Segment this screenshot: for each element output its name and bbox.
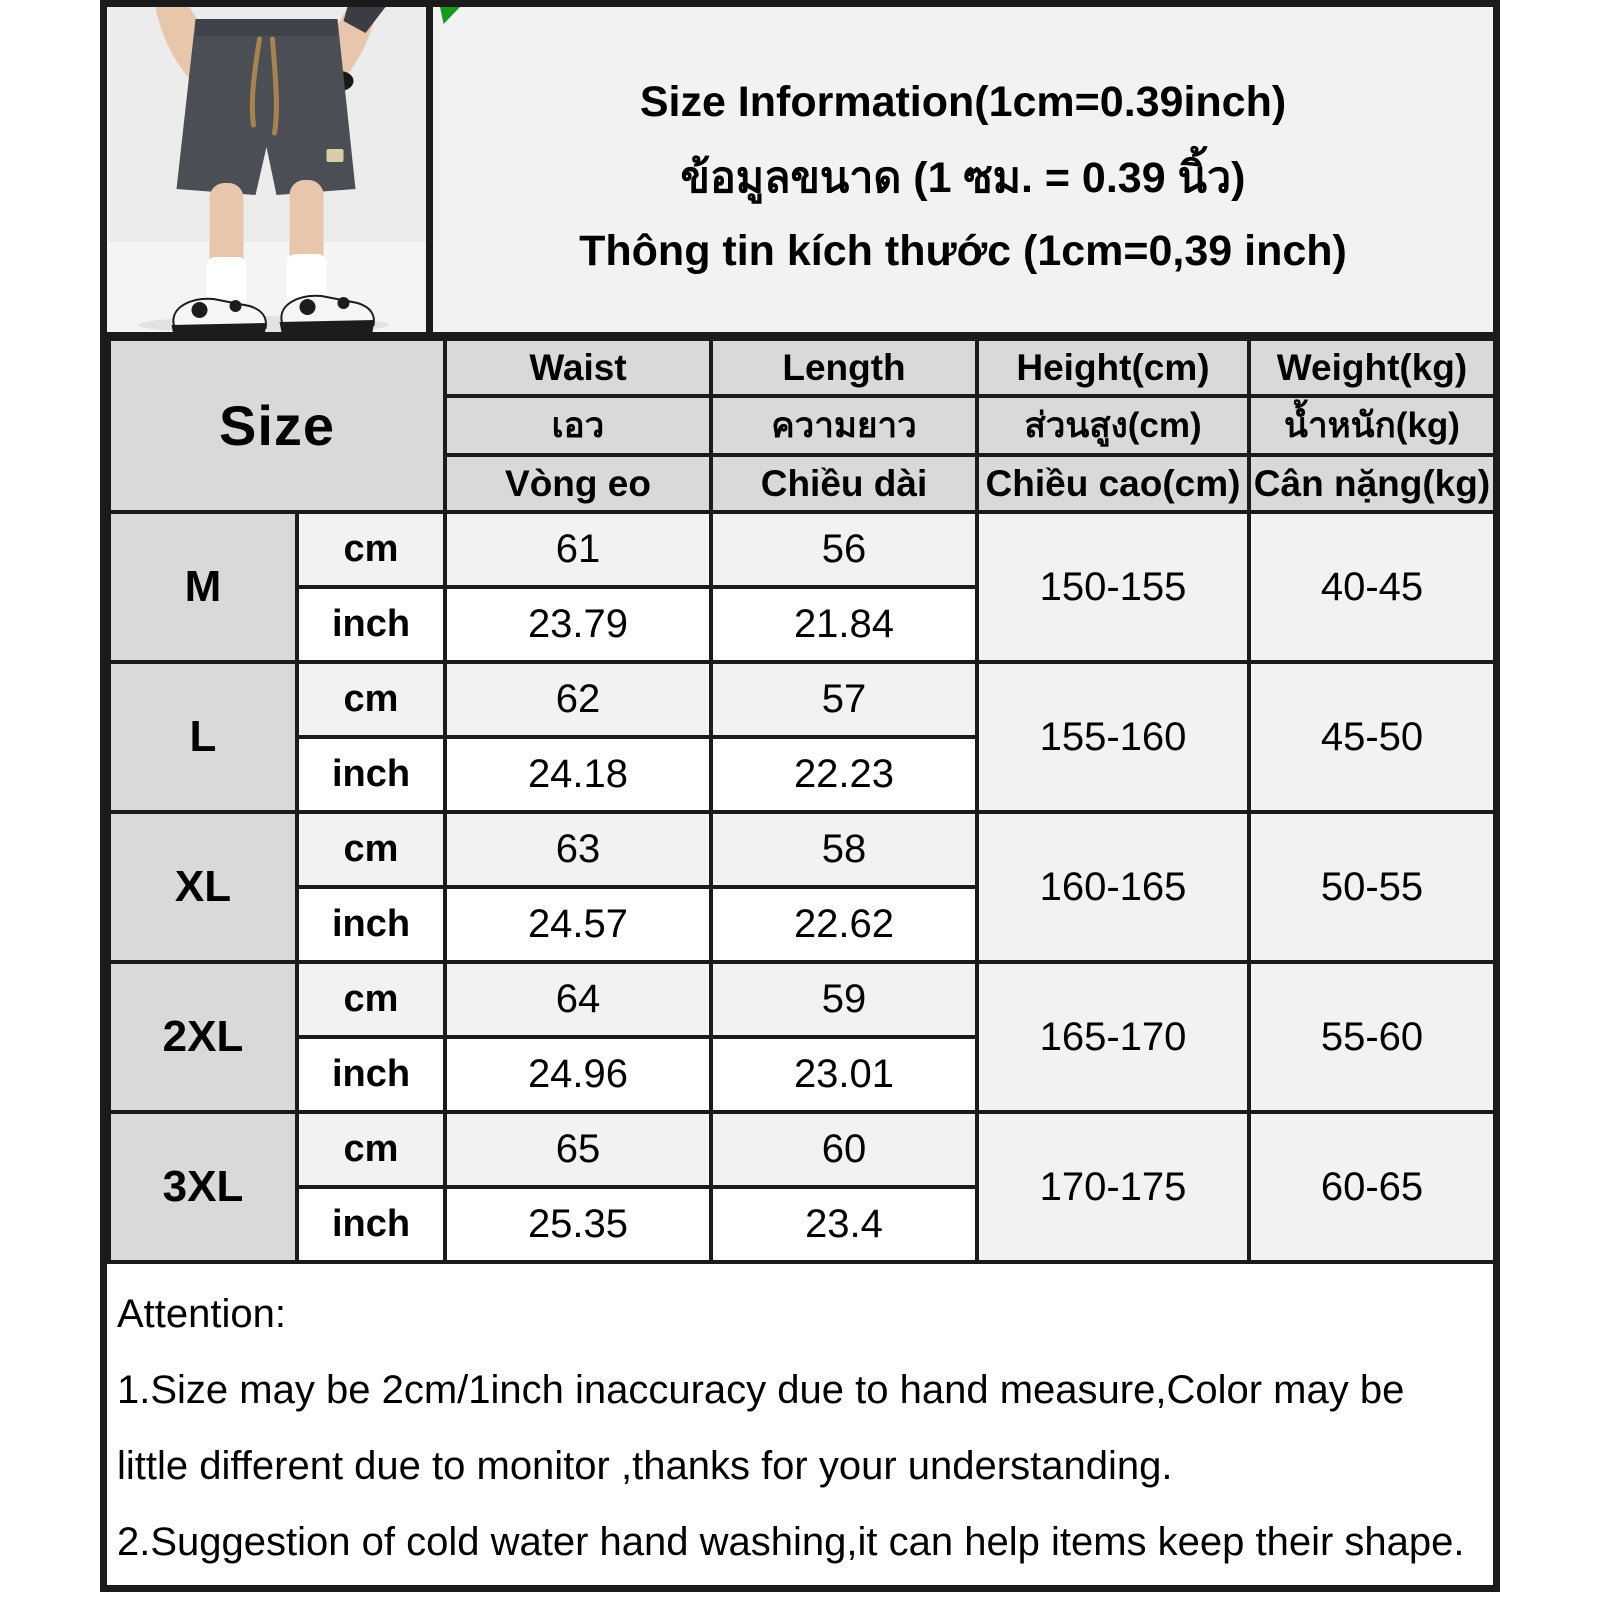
size-row-cm bbox=[109, 1112, 1495, 1187]
weight-range-value: 45-50 bbox=[1249, 662, 1495, 812]
size-table-body bbox=[109, 512, 1495, 1262]
length-inch-value: 23.4 bbox=[711, 1187, 977, 1262]
unit-inch-label: inch bbox=[297, 1037, 445, 1112]
waist-inch-value: 25.35 bbox=[445, 1187, 711, 1262]
height-range-value: 150-155 bbox=[977, 512, 1249, 662]
col-header-length-th: ความยาว bbox=[711, 396, 977, 455]
size-cell: 3XL bbox=[109, 1112, 297, 1262]
unit-inch-label: inch bbox=[297, 887, 445, 962]
weight-range-value: 55-60 bbox=[1249, 962, 1495, 1112]
weight-range-value: 40-45 bbox=[1249, 512, 1495, 662]
title-english: Size Information(1cm=0.39inch) bbox=[639, 77, 1287, 126]
waist-cm-value: 65 bbox=[445, 1112, 711, 1187]
waist-inch-value: 23.79 bbox=[445, 587, 711, 662]
length-cm-value: 60 bbox=[711, 1112, 977, 1187]
waist-cm-value: 61 bbox=[445, 512, 711, 587]
title-vietnamese: Thông tin kích thước (1cm=0,39 inch) bbox=[579, 226, 1347, 275]
col-header-weight-th: น้ำหนัก(kg) bbox=[1249, 396, 1495, 455]
length-cm-value: 59 bbox=[711, 962, 977, 1037]
col-header-waist-en: Waist bbox=[445, 339, 711, 396]
size-row-cm bbox=[109, 812, 1495, 887]
waist-inch-value: 24.57 bbox=[445, 887, 711, 962]
size-table bbox=[107, 337, 1497, 1264]
product-photo-illustration bbox=[107, 7, 426, 332]
col-header-height-vi: Chiều cao(cm) bbox=[977, 455, 1249, 512]
waist-inch-value: 24.96 bbox=[445, 1037, 711, 1112]
size-cell: M bbox=[109, 512, 297, 662]
length-cm-value: 57 bbox=[711, 662, 977, 737]
length-inch-value: 22.62 bbox=[711, 887, 977, 962]
length-inch-value: 21.84 bbox=[711, 587, 977, 662]
waist-cm-value: 63 bbox=[445, 812, 711, 887]
length-inch-value: 23.01 bbox=[711, 1037, 977, 1112]
unit-cm-label: cm bbox=[297, 812, 445, 887]
header-section bbox=[107, 7, 1493, 337]
height-range-value: 165-170 bbox=[977, 962, 1249, 1112]
unit-cm-label: cm bbox=[297, 1112, 445, 1187]
corner-size-label: Size bbox=[109, 339, 445, 512]
waist-inch-value: 24.18 bbox=[445, 737, 711, 812]
unit-inch-label: inch bbox=[297, 737, 445, 812]
height-range-value: 160-165 bbox=[977, 812, 1249, 962]
col-header-height-en: Height(cm) bbox=[977, 339, 1249, 396]
col-header-weight-vi: Cân nặng(kg) bbox=[1249, 455, 1495, 512]
weight-range-value: 60-65 bbox=[1249, 1112, 1495, 1262]
title-block bbox=[433, 7, 1493, 332]
size-row-cm bbox=[109, 512, 1495, 587]
size-cell: L bbox=[109, 662, 297, 812]
height-range-value: 170-175 bbox=[977, 1112, 1249, 1262]
length-cm-value: 58 bbox=[711, 812, 977, 887]
unit-cm-label: cm bbox=[297, 962, 445, 1037]
waist-cm-value: 62 bbox=[445, 662, 711, 737]
col-header-waist-th: เอว bbox=[445, 396, 711, 455]
title-thai: ข้อมูลขนาด (1 ซม. = 0.39 นิ้ว) bbox=[680, 153, 1246, 202]
waist-cm-value: 64 bbox=[445, 962, 711, 1037]
unit-inch-label: inch bbox=[297, 1187, 445, 1262]
attention-section bbox=[107, 1264, 1493, 1585]
attention-note-2: 2.Suggestion of cold water hand washing,it can help items keep their shape. bbox=[117, 1520, 1465, 1564]
col-header-length-en: Length bbox=[711, 339, 977, 396]
product-photo bbox=[107, 7, 433, 332]
col-header-weight-en: Weight(kg) bbox=[1249, 339, 1495, 396]
size-table-header bbox=[109, 339, 1495, 512]
col-header-height-th: ส่วนสูง(cm) bbox=[977, 396, 1249, 455]
attention-note-1: 1.Size may be 2cm/1inch inaccuracy due to hand measure,Color may be little different due to monitor ,thanks for your understanding. bbox=[117, 1368, 1405, 1488]
length-inch-value: 22.23 bbox=[711, 737, 977, 812]
unit-cm-label: cm bbox=[297, 512, 445, 587]
attention-heading: Attention: bbox=[117, 1292, 287, 1336]
col-header-waist-vi: Vòng eo bbox=[445, 455, 711, 512]
size-chart-frame bbox=[100, 0, 1500, 1592]
size-cell: XL bbox=[109, 812, 297, 962]
unit-inch-label: inch bbox=[297, 587, 445, 662]
length-cm-value: 56 bbox=[711, 512, 977, 587]
size-row-cm bbox=[109, 962, 1495, 1037]
col-header-length-vi: Chiều dài bbox=[711, 455, 977, 512]
weight-range-value: 50-55 bbox=[1249, 812, 1495, 962]
size-cell: 2XL bbox=[109, 962, 297, 1112]
height-range-value: 155-160 bbox=[977, 662, 1249, 812]
size-row-cm bbox=[109, 662, 1495, 737]
unit-cm-label: cm bbox=[297, 662, 445, 737]
